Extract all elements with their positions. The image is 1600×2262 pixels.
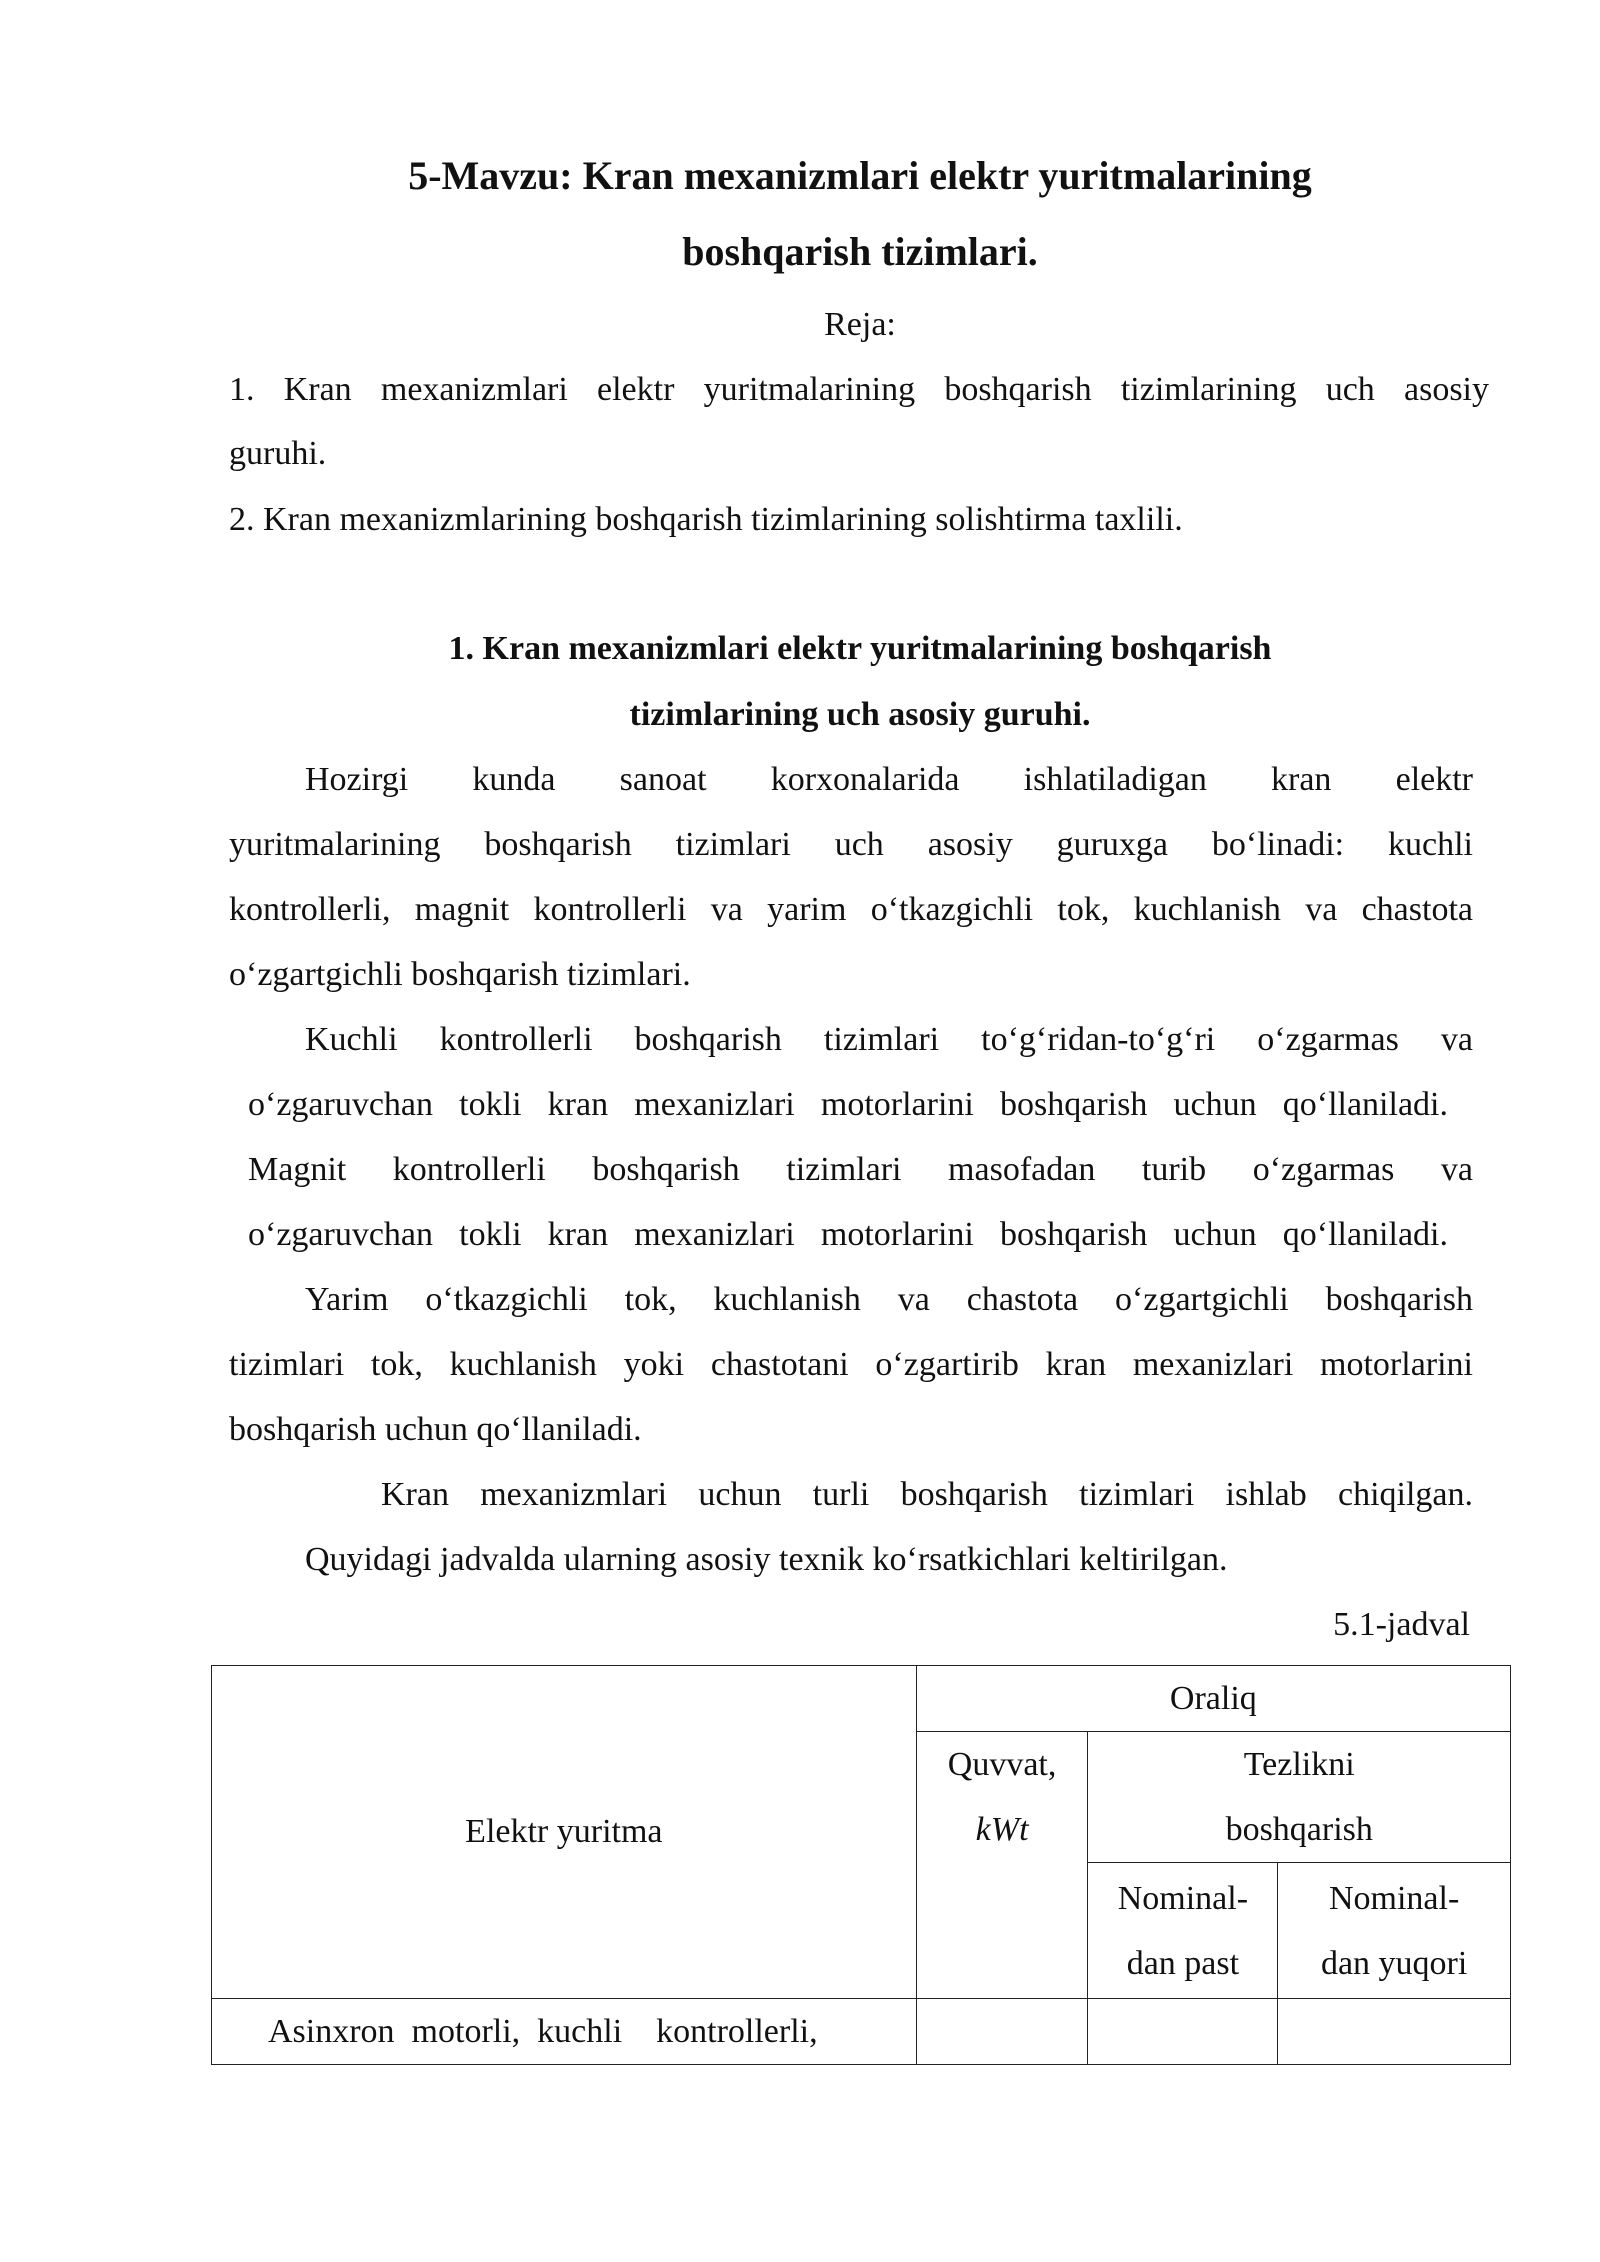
header-above-nominal: Nominal- dan yuqori (1278, 1863, 1511, 1998)
title-line-1: 5-Mavzu: Kran mexanizmlari elektr yuritmalarining (408, 153, 1312, 198)
plan-heading: Reja: (824, 306, 896, 343)
paragraph-4-line-3: boshqarish uchun qo‘llaniladi. (229, 1411, 642, 1448)
row-1-power (916, 1998, 1088, 2064)
paragraph-1-line-2: yuritmalarining boshqarish tizimlari uch asosiy guruxga bo‘linadi: kuchli (229, 826, 1473, 863)
section-heading-line-1: 1. Kran mexanizmlari elektr yuritmalarining boshqarish (448, 630, 1272, 667)
paragraph-1-line-4: o‘zgartgichli boshqarish tizimlari. (229, 956, 691, 993)
paragraph-3-line-2: o‘zgaruvchan tokli kran mexanizlari motorlarini boshqarish uchun qo‘llaniladi. (248, 1216, 1448, 1253)
plan-item-2: 2. Kran mexanizmlarining boshqarish tizimlarining solishtirma taxlili. (229, 501, 1183, 538)
header-speed-control: Tezlikni boshqarish (1088, 1732, 1511, 1863)
paragraph-2-line-1: Kuchli kontrollerli boshqarish tizimlari to‘g‘ridan-to‘g‘ri o‘zgarmas va (305, 1021, 1473, 1058)
header-below-nominal: Nominal- dan past (1088, 1863, 1278, 1998)
row-1-below (1088, 1998, 1278, 2064)
row-1-drive: Asinxron motorli, kuchli kontrollerli, (212, 1998, 917, 2064)
header-range: Oraliq (916, 1666, 1510, 1732)
paragraph-4-line-2: tizimlari tok, kuchlanish yoki chastotani o‘zgartirib kran mexanizlari motorlarini (229, 1346, 1473, 1383)
plan-item-1-line-2: guruhi. (229, 435, 327, 472)
paragraph-4-line-1: Yarim o‘tkazgichli tok, kuchlanish va chastota o‘zgartgichli boshqarish (305, 1281, 1473, 1318)
paragraph-2-line-2: o‘zgaruvchan tokli kran mexanizlari motorlarini boshqarish uchun qo‘llaniladi. (248, 1086, 1448, 1123)
section-heading-line-2: tizimlarining uch asosiy guruhi. (629, 696, 1091, 733)
header-electric-drive: Elektr yuritma (212, 1666, 917, 1999)
title-line-2: boshqarish tizimlari. (682, 229, 1038, 274)
paragraph-5-line-2: Quyidagi jadvalda ularning asosiy texnik ko‘rsatkichlari keltirilgan. (305, 1541, 1228, 1578)
technical-table (211, 1665, 1511, 2065)
plan-item-1-line-1: 1. Kran mexanizmlari elektr yuritmalarining boshqarish tizimlarining uch asosiy (229, 371, 1489, 408)
paragraph-3-line-1: Magnit kontrollerli boshqarish tizimlari masofadan turib o‘zgarmas va (248, 1151, 1473, 1188)
paragraph-1-line-3: kontrollerli, magnit kontrollerli va yarim o‘tkazgichli tok, kuchlanish va chastota (229, 891, 1473, 928)
row-1-above (1278, 1998, 1511, 2064)
header-power: Quvvat, kWt (916, 1732, 1088, 1999)
paragraph-1-line-1: Hozirgi kunda sanoat korxonalarida ishlatiladigan kran elektr (305, 761, 1473, 798)
paragraph-5-line-1: Kran mexanizmlari uchun turli boshqarish tizimlari ishlab chiqilgan. (381, 1476, 1473, 1513)
table-caption: 5.1-jadval (1333, 1606, 1470, 1643)
